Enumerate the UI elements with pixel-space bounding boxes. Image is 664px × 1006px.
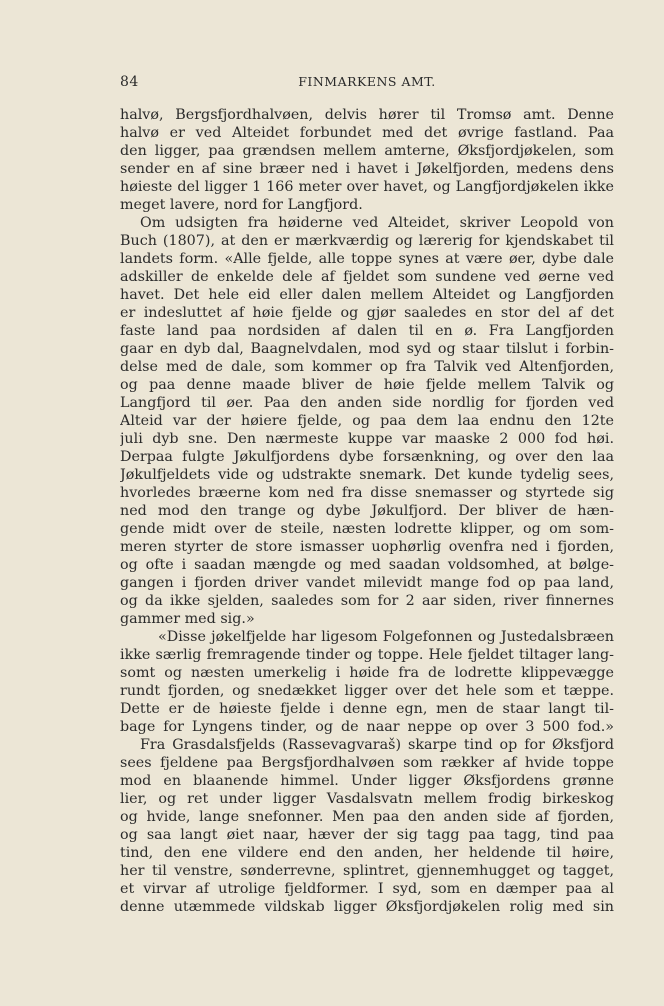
text-line: meget lavere, nord for Langfjord.: [120, 197, 363, 213]
text-line: Derpaa fulgte Jøkulfjordens dybe forsænkning, og over den laa: [120, 449, 614, 465]
text-line: juli dyb sne. Den nærmeste kuppe var maaske 2 000 fod høi.: [120, 431, 614, 447]
text-line: faste land paa nordsiden af dalen til en ø. Fra Langfjorden: [120, 323, 614, 339]
text-line: tind, den ene vildere end den anden, her heldende til høire,: [120, 845, 614, 861]
running-title: FINMARKENS AMT.: [298, 74, 436, 89]
text-line: den ligger, paa grændsen mellem amterne, Øksfjordjøkelen, som: [120, 143, 614, 159]
text-line: delse med de dale, som kommer op fra Talvik ved Altenfjorden,: [120, 359, 614, 375]
text-line: halvø, Bergsfjordhalvøen, delvis hører til Tromsø amt. Denne: [120, 107, 614, 123]
text-line: Om udsigten fra høiderne ved Alteidet, skriver Leopold von: [140, 215, 614, 231]
page-header: [120, 74, 614, 94]
text-line: ikke særlig fremragende tinder og toppe. Hele fjeldet tiltager lang-: [120, 647, 614, 663]
text-line: et virvar af utrolige fjeldformer. I syd, som en dæmper paa al: [120, 881, 614, 897]
text-line: Buch (1807), at den er mærkværdig og lærerig for kjendskabet til: [120, 233, 614, 249]
text-line: Fra Grasdalsfjelds (Rassevagvaraš) skarpe tind op for Øksfjord: [140, 737, 614, 753]
text-line: lier, og ret under ligger Vasdalsvatn mellem frodig birkeskog: [120, 791, 614, 807]
text-line: sender en af sine bræer ned i havet i Jøkelfjorden, medens dens: [120, 161, 614, 177]
text-line: er indesluttet af høie fjelde og gjør saaledes en stor del af det: [120, 305, 614, 321]
text-line: gende midt over de steile, næsten lodrette klipper, og om som-: [120, 521, 614, 537]
text-line: sees fjeldene paa Bergsfjordhalvøen som rækker af hvide toppe: [120, 755, 614, 771]
text-line: denne utæmmede vildskab ligger Øksfjordjøkelen rolig med sin: [120, 899, 614, 915]
text-line: adskiller de enkelde dele af fjeldet som sundene ved øerne ved: [120, 269, 614, 285]
text-line: ned mod den trange og dybe Jøkulfjord. Der bliver de hæn-: [120, 503, 614, 519]
text-line: halvø er ved Alteidet forbundet med det øvrige fastland. Paa: [120, 125, 614, 141]
text-line: meren styrter de store ismasser uophørlig ovenfra ned i fjorden,: [120, 539, 614, 555]
text-line: høieste del ligger 1 166 meter over havet, og Langfjordjøkelen ikke: [120, 179, 614, 195]
text-line: Jøkulfjeldets vide og udstrakte snemark. Det kunde tydelig sees,: [120, 467, 614, 483]
text-line: hvorledes bræerne kom ned fra disse snemasser og styrtede sig: [120, 485, 614, 501]
text-line: gangen i fjorden driver vandet milevidt mange fod op paa land,: [120, 575, 614, 591]
text-line: somt og næsten umerkelig i høide fra de lodrette klippevægge: [120, 665, 614, 681]
text-line: Dette er de høieste fjelde i denne egn, men de staar langt til-: [120, 701, 614, 717]
text-line: rundt fjorden, og snedækket ligger over det hele som et tæppe.: [120, 683, 614, 699]
text-line: bage for Lyngens tinder, og de naar neppe op over 3 500 fod.»: [120, 719, 614, 735]
text-line: og ofte i saadan mængde og med saadan voldsomhed, at bølge-: [120, 557, 614, 573]
text-line: mod en blaanende himmel. Under ligger Øksfjordens grønne: [120, 773, 614, 789]
text-line: og hvide, lange snefonner. Men paa den anden side af fjorden,: [120, 809, 614, 825]
text-line: gaar en dyb dal, Baagnelvdalen, mod syd og staar tilslut i forbin-: [120, 341, 614, 357]
body-text: [120, 106, 614, 916]
text-line: og paa denne maade bliver de høie fjelde mellem Talvik og: [120, 377, 614, 393]
text-line: og saa langt øiet naar, hæver der sig tagg paa tagg, tind paa: [120, 827, 614, 843]
text-line: Alteid var der høiere fjelde, og paa dem laa endnu den 12te: [120, 413, 614, 429]
text-line: her til venstre, sønderrevne, splintret, gjennemhugget og tagget,: [120, 863, 614, 879]
text-line: og da ikke sjelden, saaledes som for 2 aar siden, river finnernes: [120, 593, 614, 609]
text-line: landets form. «Alle fjelde, alle toppe synes at være øer, dybe dale: [120, 251, 614, 267]
page-number: 84: [120, 74, 139, 90]
text-line: havet. Det hele eid eller dalen mellem Alteidet og Langfjorden: [120, 287, 614, 303]
text-line: Langfjord til øer. Paa den anden side nordlig for fjorden ved: [120, 395, 614, 411]
text-line: gammer med sig.»: [120, 611, 255, 627]
text-line: «Disse jøkelfjelde har ligesom Folgefonnen og Justedalsbræen: [158, 629, 614, 645]
